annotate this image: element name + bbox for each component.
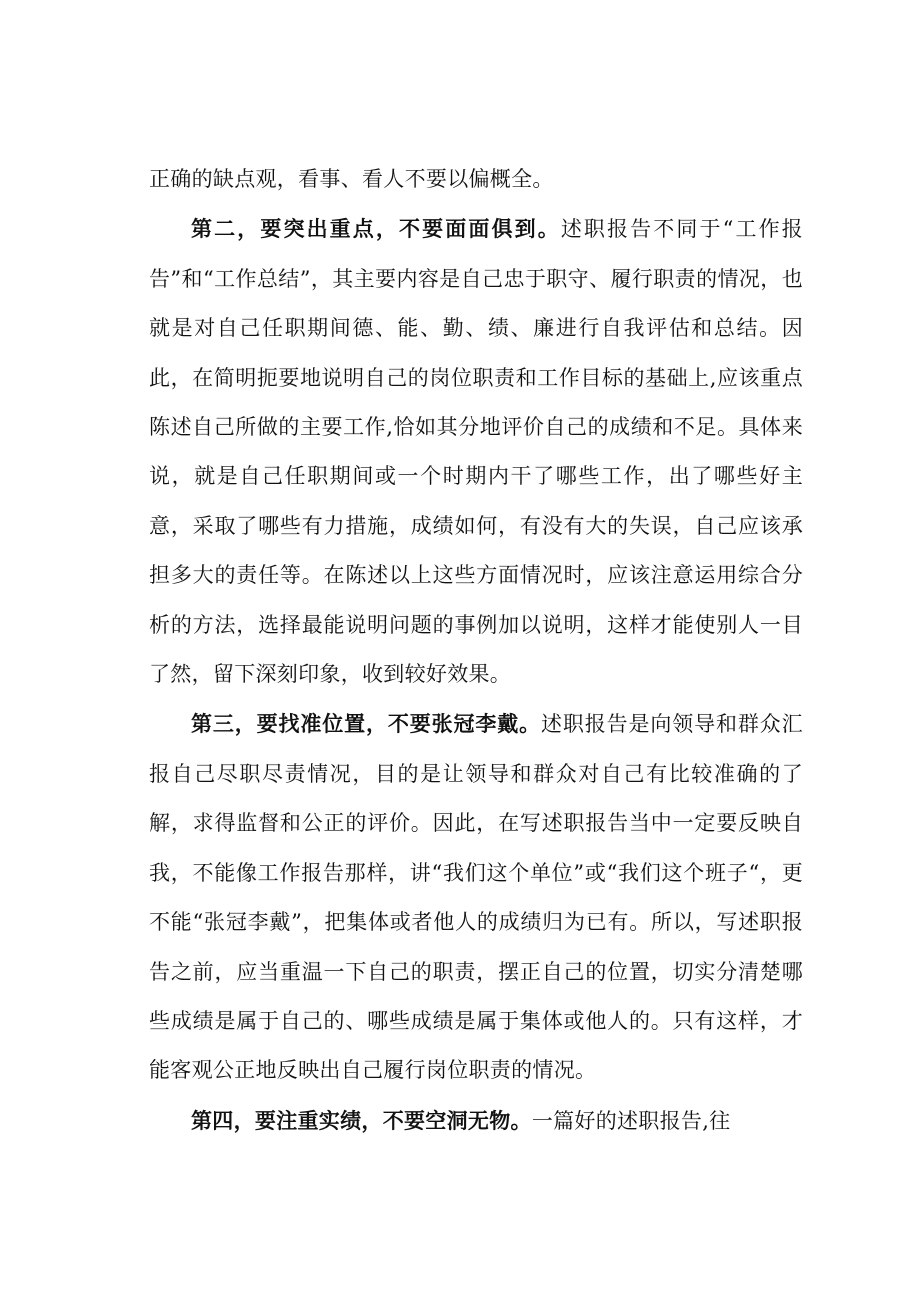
paragraph-heading: 第二，要突出重点，不要面面俱到。 bbox=[191, 216, 561, 242]
paragraph-text: 正确的缺点观，看事、看人不要以偏概全。 bbox=[149, 167, 554, 191]
paragraph-point-four bbox=[149, 1096, 803, 1146]
paragraph-text: 述职报告是向领导和群众汇报自己尽职尽责情况，目的是让领导和群众对自己有比较准确的了解，求得监督和公正的评价。因此，在写述职报告当中一定要反映自我，不能像工作报告那样，讲“我们这个单位”或“我们这个班子“，更不能“张冠李戴”，把集体或者他人的成绩归为已有。所以，写述职报告之前，应当重温一下自己的职责，摆正自己的位置，切实分清楚哪些成绩是属于自己的、哪些成绩是属于集体或他人的。只有这样，才能客观公正地反映出自己履行岗位职责的情况。 bbox=[149, 712, 803, 1083]
paragraph-continuation bbox=[149, 155, 803, 204]
paragraph-text: 一篇好的述职报告,往 bbox=[531, 1108, 731, 1133]
document-body bbox=[149, 155, 803, 1146]
paragraph-point-two bbox=[149, 204, 803, 699]
paragraph-text: 述职报告不同于“工作报告”和“工作总结”，其主要内容是自己忠于职守、履行职责的情况，也就是对自己任职期间德、能、勤、绩、廉进行自我评估和总结。因此，在简明扼要地说明自己的岗位职责和工作目标的基础上,应该重点陈述自己所做的主要工作,恰如其分地评价自己的成绩和不足。具体来说，就是自己任职期间或一个时期内干了哪些工作，出了哪些好主意，采取了哪些有力措施，成绩如何，有没有大的失误，自己应该承担多大的责任等。在陈述以上这些方面情况时，应该注意运用综合分析的方法，选择最能说明问题的事例加以说明，这样才能使别人一目了然，留下深刻印象，收到较好效果。 bbox=[149, 217, 803, 687]
paragraph-heading: 第四，要注重实绩，不要空洞无物。 bbox=[191, 1107, 532, 1133]
paragraph-heading: 第三，要找准位置，不要张冠李戴。 bbox=[191, 711, 542, 737]
paragraph-point-three bbox=[149, 699, 803, 1095]
